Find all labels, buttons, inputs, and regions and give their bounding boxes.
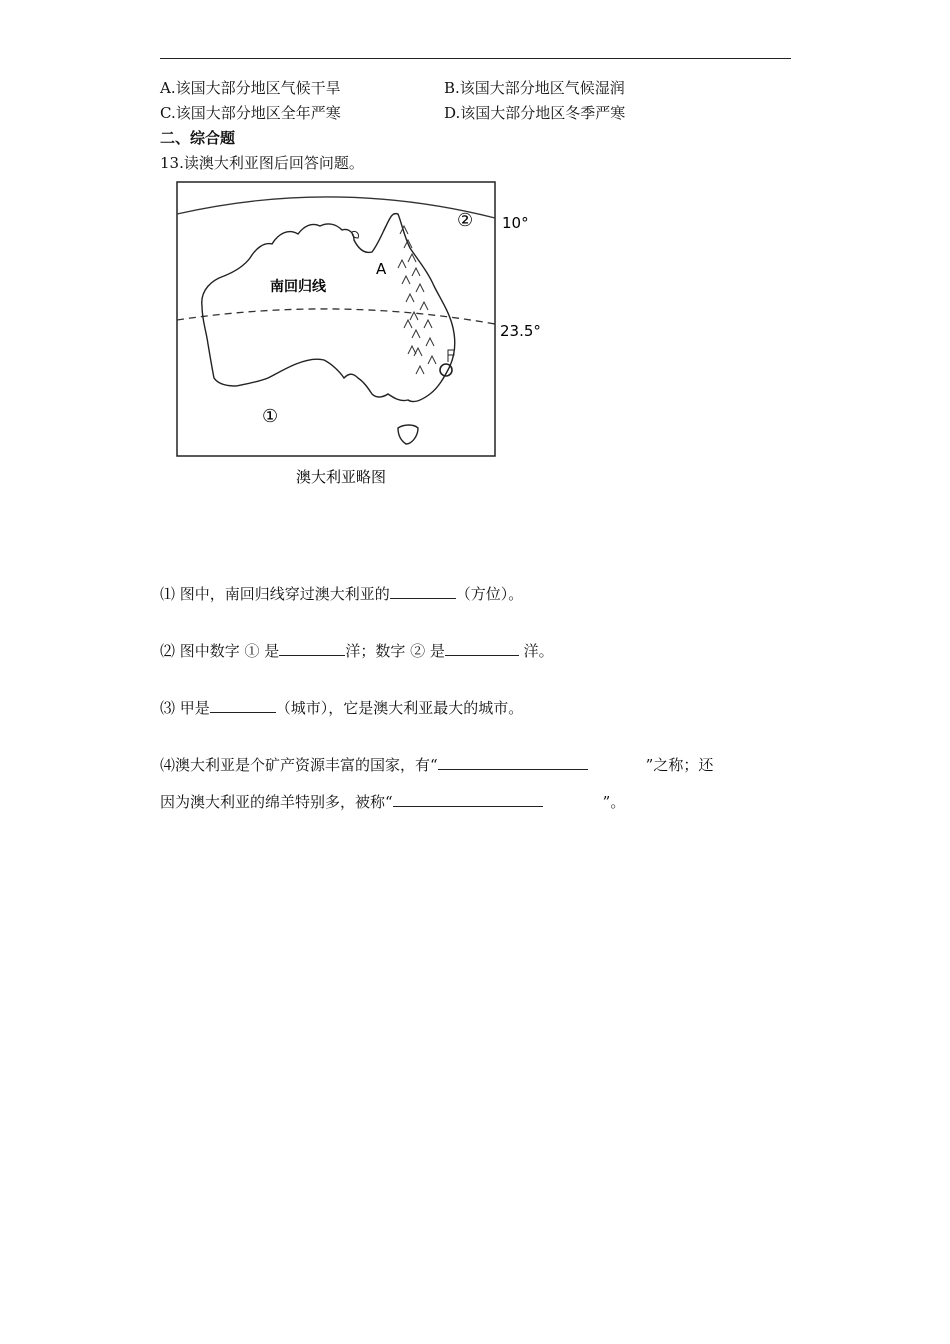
option-b: B.该国大部分地区气候湿润	[444, 79, 625, 97]
answer-blank-3[interactable]	[210, 698, 276, 713]
ocean-2-label: ②	[457, 210, 474, 231]
answer-blank-1[interactable]	[390, 584, 456, 599]
tasmania	[398, 425, 418, 444]
option-c: C.该国大部分地区全年严寒	[160, 104, 341, 122]
map-frame	[177, 182, 495, 456]
sub-question-4-line1: ⑷澳大利亚是个矿产资源丰富的国家，有“ ”之称；还	[160, 756, 714, 774]
option-d: D.该国大部分地区冬季严寒	[444, 104, 626, 122]
ocean-1-label: ①	[262, 406, 279, 427]
question-stem: 13.读澳大利亚图后回答问题。	[160, 154, 364, 172]
label-a: A	[376, 260, 387, 278]
answer-blank-4a[interactable]	[438, 755, 588, 770]
section-title: 二、综合题	[160, 129, 236, 147]
tropic-label: 南回归线	[270, 279, 326, 295]
mountain-range	[398, 226, 436, 374]
header-rule	[160, 58, 791, 59]
answer-blank-4b[interactable]	[393, 792, 543, 807]
map-caption: 澳大利亚略图	[296, 468, 387, 486]
sub-question-3: ⑶ 甲是 （城市），它是澳大利亚最大的城市。	[160, 699, 524, 717]
australia-map	[172, 178, 552, 498]
lat-23-label: 23.5°	[500, 322, 541, 340]
sub-question-2: ⑵ 图中数字 ① 是 洋；数字 ② 是 洋。	[160, 642, 554, 660]
sub-question-4-line2: 因为澳大利亚的绵羊特别多，被称“ ”。	[160, 793, 626, 811]
answer-blank-2b[interactable]	[445, 641, 519, 656]
sub-question-1: ⑴ 图中，南回归线穿过澳大利亚的 （方位）。	[160, 585, 524, 603]
lat-10-label: 10°	[502, 214, 529, 232]
option-a: A.该国大部分地区气候干旱	[160, 79, 341, 97]
answer-blank-2a[interactable]	[279, 641, 345, 656]
latitude-10-line	[177, 197, 495, 218]
